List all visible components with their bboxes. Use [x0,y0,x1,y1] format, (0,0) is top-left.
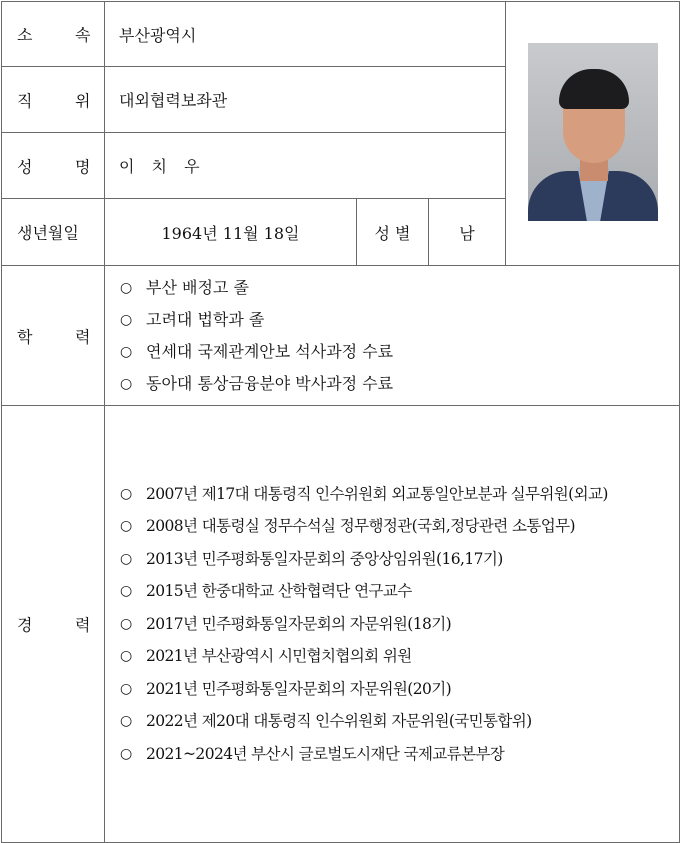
position-label-char-2: 위 [75,91,91,110]
profile-table [1,1,680,843]
career-item [120,705,679,738]
education-label [2,266,105,406]
education-item-text: 부산 배정고 졸 [146,277,249,297]
name-label-char-1: 성 [17,157,33,176]
name-value [105,133,506,199]
career-item [120,543,679,576]
bullet-marker: ○ [120,311,133,328]
education-item-text: 연세대 국제관계안보 석사과정 수료 [146,341,394,361]
career-item [120,640,679,673]
career-label [2,406,105,843]
education-item [120,368,679,400]
bullet-marker: ○ [120,343,133,360]
birth-label [2,199,105,266]
name-label [2,133,105,199]
position-label-char-1: 직 [17,91,33,110]
education-list [105,272,679,400]
bullet-marker: ○ [120,518,132,535]
bullet-marker: ○ [120,279,133,296]
career-item-text: 2013년 민주평화통일자문회의 중앙상임위원(16,17기) [146,549,503,568]
bullet-marker: ○ [120,648,132,665]
career-item-text: 2021~2024년 부산시 글로벌도시재단 국제교류본부장 [146,744,505,763]
bullet-marker: ○ [120,615,132,632]
name-value-text: 이 치 우 [119,157,206,176]
affiliation-value: 부산광역시 [105,2,506,67]
photo-cell [506,2,680,266]
career-label-char-1: 경 [17,615,33,635]
education-list-cell [105,266,680,406]
gender-value: 남 [429,199,506,266]
career-item [120,510,679,543]
career-item-text: 2008년 대통령실 정무수석실 정무행정관(국회,정당관련 소통업무) [146,517,575,536]
portrait-photo [528,43,658,221]
affiliation-label-char-1: 소 [17,25,33,45]
birth-label-text: 생년월일 [17,223,79,243]
education-item [120,272,679,304]
education-item [120,304,679,336]
career-item [120,608,679,641]
bullet-marker: ○ [120,680,132,697]
career-item-text: 2021년 민주평화통일자문회의 자문위원(20기) [146,679,452,698]
education-item-text: 고려대 법학과 졸 [146,309,265,329]
education-item [120,336,679,368]
education-item-text: 동아대 통상금융분야 박사과정 수료 [146,373,394,393]
education-label-char-1: 학 [17,327,33,346]
name-label-char-2: 명 [75,157,91,176]
career-item-text: 2007년 제17대 대통령직 인수위원회 외교통일안보분과 실무위원(외교) [146,484,608,503]
career-item-text: 2017년 민주평화통일자문회의 자문위원(18기) [146,614,452,633]
career-item [120,478,679,511]
affiliation-label-char-2: 속 [75,25,91,45]
position-label [2,67,105,133]
gender-label: 성 별 [357,199,429,266]
position-value: 대외협력보좌관 [105,67,506,133]
career-item-text: 2022년 제20대 대통령직 인수위원회 자문위원(국민통합위) [146,712,532,731]
career-item-text: 2021년 부산광역시 시민협치협의회 위원 [146,647,412,666]
career-item [120,738,679,771]
birth-value: 1964년 11월 18일 [105,199,357,266]
bullet-marker: ○ [120,375,133,392]
career-item-text: 2015년 한중대학교 산학협력단 연구교수 [146,582,412,601]
career-label-char-2: 력 [75,615,91,635]
career-item [120,575,679,608]
education-label-char-2: 력 [75,327,91,346]
bullet-marker: ○ [120,745,132,762]
bullet-marker: ○ [120,583,132,600]
career-item [120,673,679,706]
affiliation-label [2,2,105,67]
bullet-marker: ○ [120,550,132,567]
career-list-cell [105,406,680,843]
bullet-marker: ○ [120,713,132,730]
bullet-marker: ○ [120,485,132,502]
career-list [105,478,679,771]
